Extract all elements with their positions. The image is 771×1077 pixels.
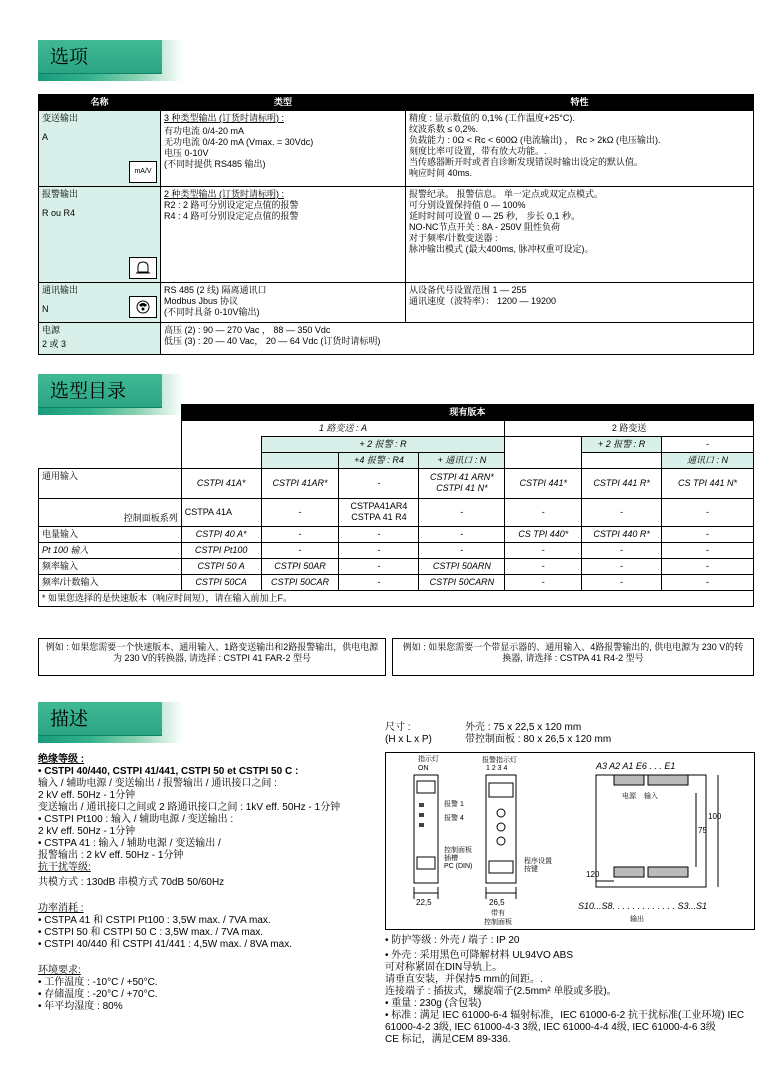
table-row: 电量输入 CSTPI 40 A* - - - CS TPI 440* CSTPI 440 R* - [39, 526, 754, 542]
plus-2-alarm-header2: + 2 报警 : R [582, 436, 662, 452]
svg-text:S10...S8. . . . . . . . . . .: S10...S8. . . . . . . . . . . . . S3...S1 [578, 901, 708, 911]
catalogue-table [38, 404, 754, 607]
table-row: 频率输入 CSTPI 50 A CSTPI 50AR - CSTPI 50ARN - - - [39, 558, 754, 574]
svg-text:带有: 带有 [491, 910, 505, 917]
option-type: 3 种类型输出 (订货时请标明) : 有功电流 0/4-20 mA 无功电流 0/4-20 mA (Vmax. = 30Vdc) 电压 0-10V (不同时提供 RS485 输出) [161, 110, 406, 186]
width-22-label: 22,5 [416, 898, 432, 907]
power-heading: 功率消耗 : [38, 903, 84, 914]
dimension-diagram [385, 752, 755, 930]
option-row-comm [39, 282, 754, 322]
svg-text:1 2 3 4: 1 2 3 4 [486, 765, 508, 772]
svg-text:指示灯: 指示灯 [418, 756, 439, 763]
catalogue-footnote: * 如果您选择的是快速版本（响应时间短），请在输入前加上F。 [39, 590, 754, 606]
section-title-description [38, 702, 183, 743]
bell-icon [129, 257, 157, 279]
cat-header-row [39, 405, 754, 421]
svg-text:输出: 输出 [630, 916, 644, 923]
svg-text:插槽: 插槽 [444, 855, 458, 862]
svg-text:输入: 输入 [644, 793, 658, 800]
description-left: 绝缘等级 : • CSTPI 40/440, CSTPI 41/441, CSTPI 50 et CSTPI 50 C : 输入 / 辅助电源 / 变送输出 / 报警输出 / 通讯接口之间 : 2 kV eff. 50Hz - 1分钟 变送输出 / 通讯接口之间或 2 路通讯接口之间 : 1kV eff. 50Hz - 1分钟 • CSTPI Pt100 : 输入 / 辅助电源 / 变送输出 : 2 kV eff. 50Hz - 1分钟 • CSTPA 41 : 输入 / 辅助电源 / 变送输出 / 报警输出 : 2 kV eff. 50Hz - 1分钟 抗干扰等级: 共模方式 : 130dB 串模方式 70dB 50/60Hz 功率消耗 : • CSTPA 41 和 CSTPI Pt100 : 3,5W max. / 7VA max. • CSTPI 50 和 CSTPI 50 C : 3,5W max. / 7VA max. • CSTPI 40/440 和 CSTPI 41/441 : 4,5W max. / 8VA max. 环境要求: • 工作温度 : -10°C / +50°C. • 存储温度 : -20°C / +70°C. • 年平均湿度 : 80% [38, 748, 373, 1013]
comm-only-header: 通讯口 : N [662, 452, 754, 468]
svg-text:报警 1: 报警 1 [444, 801, 464, 808]
current-version-header: 现有版本 [181, 405, 753, 421]
example-right: 例如 : 如果您需要一个带显示器的、通用输入、4路报警输出的, 供电电源为 230 V的转换器, 请选择 : CSTPA 41 R4-2 型号 [392, 638, 754, 676]
cat-header-row3 [39, 436, 754, 452]
section-title-options [38, 40, 183, 81]
interference-heading: 抗干扰等级: [38, 862, 91, 873]
cat-header-row4 [39, 452, 754, 468]
svg-text:控制面板: 控制面板 [484, 919, 512, 926]
options-title-text: 选项 [50, 47, 89, 68]
option-name: 报警输出 R ou R4 [39, 186, 161, 282]
option-row-alarm [39, 186, 754, 282]
description-specs: • 防护等级 : 外壳 / 端子 : IP 20 • 外壳 : 采用黑色可降解材料 UL94VO ABS 可对称紧固在DIN导轨上。 请垂直安装，并保持5 mm的间距。. 连接端子 : 插拔式，螺旋端子(2.5mm² 单股或多股)。 • 重量 : 230g (含包装) • 标准 : 满足 IEC 61000-6-4 辐射标准，IEC 61000-6-2 抗干扰标准(工业环境) IEC 61000-4-2 3级, IEC 61000-4-3 3级, IEC 61000-4-4 4级, IEC 61000-4-6 3级 CE 标记，满足CEM 89-336. [385, 935, 745, 1045]
option-features: 报警纪录。 报警信息。 单一定点或双定点模式。 可分别设置保持值 0 — 100% 延时时间可设置 0 — 25 秒， 步长 0,1 秒。 NO-NC节点开关 : 8A - 250V 阻性负荷 对于频率/计数变送器 : 脉冲输出模式 (最大400ms, 脉冲权重可设定)。 [406, 186, 754, 282]
svg-text:100: 100 [708, 812, 722, 821]
two-channel-header: 2 路变送 [505, 420, 754, 436]
option-type: 高压 (2) : 90 — 270 Vac ， 88 — 350 Vdc 低压 (3) : 20 — 40 Vac， 20 — 64 Vdc (订货时请标明) [161, 322, 754, 354]
cat-header-row2 [39, 420, 754, 436]
svg-text:75: 75 [698, 826, 707, 835]
plus-4-alarm-header: +4 报警 : R4 [339, 452, 419, 468]
svg-text:120: 120 [586, 870, 600, 879]
col-name: 名称 [39, 95, 161, 111]
options-header-row [39, 95, 754, 111]
option-type: 2 种类型输出 (订货时请标明) : R2 : 2 路可分别设定定点值的报警 R4 : 4 路可分别设定定点值的报警 [161, 186, 406, 282]
svg-text:报警指示灯: 报警指示灯 [482, 757, 517, 764]
dimensions: 尺寸 : 外壳 : 75 x 22,5 x 120 mm (H x L x P) 带控制面板 : 80 x 26,5 x 120 mm [385, 722, 612, 745]
phone-icon [129, 296, 157, 318]
svg-text:A3 A2 A1 E6 . . . E1: A3 A2 A1 E6 . . . E1 [596, 761, 676, 771]
option-name: 通讯输出 N [39, 282, 161, 322]
insulation-heading: 绝缘等级 : [38, 754, 85, 765]
environment-heading: 环境要求: [38, 965, 81, 976]
col-features: 特性 [406, 95, 754, 111]
table-row: 通用输入 CSTPI 41A* CSTPI 41AR* - CSTPI 41 ARN* CSTPI 41 N* CSTPI 441* CSTPI 441 R* CS TPI 441 N* [39, 468, 754, 498]
option-type: RS 485 (2 线) 隔离通讯口 Modbus Jbus 协议 (不同时具备 0-10V输出) [161, 282, 406, 322]
svg-text:程序设置: 程序设置 [524, 858, 552, 865]
option-row-power [39, 322, 754, 354]
table-row: Pt 100 输入 CSTPI Pt100 - - - - - - [39, 542, 754, 558]
plus-2-alarm-header: + 2 报警 : R [261, 436, 505, 452]
catalogue-title-text: 选型目录 [50, 381, 127, 402]
option-row-analog [39, 110, 754, 186]
svg-text:报警 4: 报警 4 [444, 815, 464, 822]
options-table [38, 94, 754, 355]
analog-output-icon: mA/V [129, 161, 157, 183]
description-title-text: 描述 [50, 709, 89, 730]
option-features: 从设备代号设置范围 1 — 255 通讯速度（波特率）： 1200 — 19200 [406, 282, 754, 322]
plus-comm-header: + 通讯口 : N [419, 452, 505, 468]
svg-text:PC (DIN): PC (DIN) [444, 863, 473, 870]
svg-text:电源: 电源 [622, 793, 636, 800]
footnote-row [39, 590, 754, 606]
table-row: 频率/计数输入 CSTPI 50CA CSTPI 50CAR - CSTPI 50CARN - - - [39, 574, 754, 590]
option-features: 精度 : 显示数值的 0,1% (工作温度+25°C). 纹波系数 ≤ 0,2%. 负载能力 : 0Ω < Rc < 600Ω (电流输出) ， Rc > 2kΩ (电压输出). 刻度比率可设置，带有放大功能。. 当传感器断开时或者自诊断发现错误时输出设定的默认值。 响应时间 40ms. [406, 110, 754, 186]
svg-text:控制面板: 控制面板 [444, 847, 472, 854]
option-name: 变送输出 A mA/V [39, 110, 161, 186]
width-26-label: 26,5 [489, 898, 505, 907]
option-name: 电源 2 或 3 [39, 322, 161, 354]
col-type: 类型 [161, 95, 406, 111]
table-row: 控制面板系列 CSTPA 41A - CSTPA41AR4 CSTPA 41 R4 - - - - [39, 498, 754, 526]
one-channel-header: 1 路变送 : A [181, 420, 505, 436]
dash-header: - [662, 436, 754, 452]
svg-text:按键: 按键 [524, 866, 538, 873]
svg-text:ON: ON [418, 765, 429, 772]
example-left: 例如 : 如果您需要一个快速版本、通用输入、1路变送输出和2路报警输出，供电电源为 230 V的转换器, 请选择 : CSTPI 41 FAR-2 型号 [38, 638, 386, 676]
